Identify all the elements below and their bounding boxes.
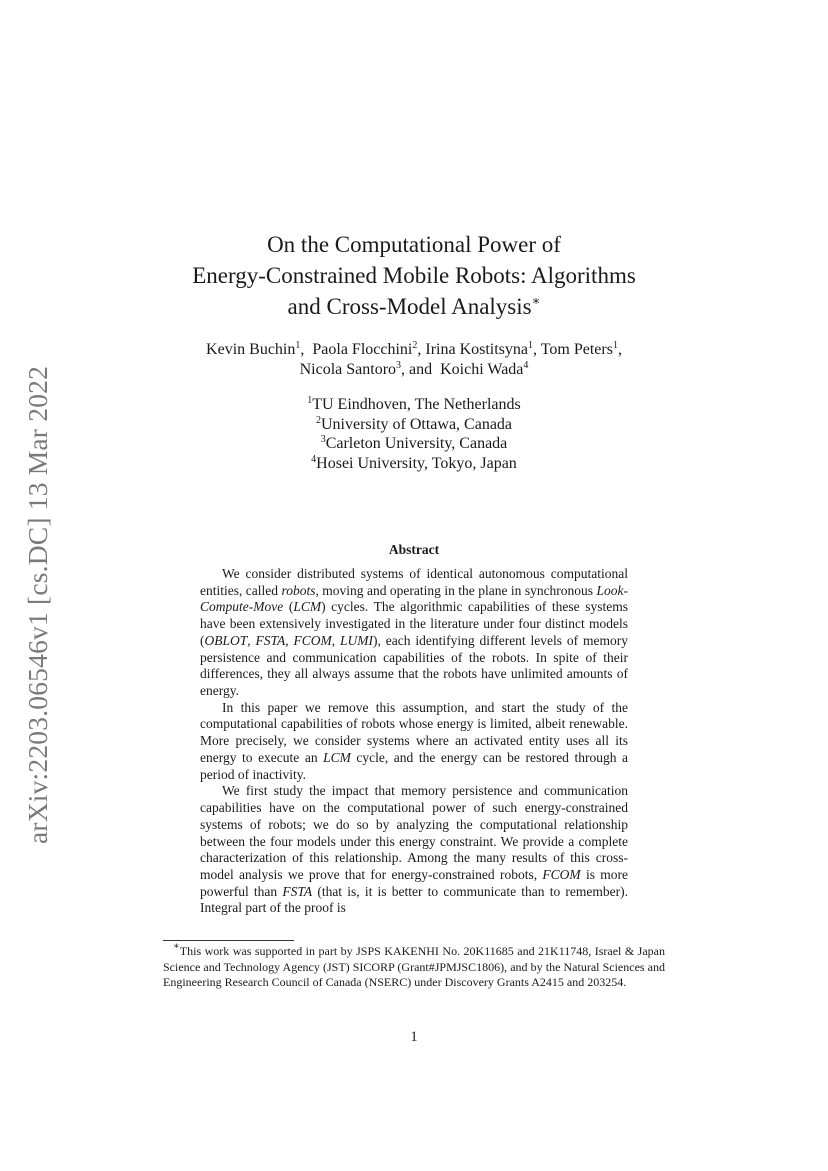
abstract-paragraph-3: We first study the impact that memory persistence and communication capabilities have on the computational power of such energy-constrained systems of robots; we do so by analyzing the computational relationship between the four models under this energy constraint. We provide a complete characterization of this relationship. Among the many results of this cross-model analysis we prove that for energy-constrained robots, FCOM is more powerful than FSTA (that is, it is better to communicate than to remember). Integral part of the proof is bbox=[200, 783, 628, 916]
footnote-mark: ∗ bbox=[173, 941, 180, 952]
abstract-heading: Abstract bbox=[388, 542, 440, 557]
author-line-2: Nicola Santoro$^3$, and Koichi Wada$^4$ bbox=[299, 359, 529, 378]
affiliation: $^2$University of Ottawa, Canada bbox=[315, 414, 513, 433]
paper-title bbox=[150, 229, 678, 322]
abstract-body bbox=[200, 566, 628, 917]
arxiv-identifier: arXiv:2203.06546v1 [cs.DC] 13 Mar 2022 bbox=[22, 365, 53, 845]
page-number: 1 bbox=[410, 1029, 418, 1045]
affiliation: $^3$Carleton University, Canada bbox=[320, 434, 508, 452]
author: Irina Kostitsyna$^1$ bbox=[425, 340, 534, 358]
author: Tom Peters$^1$ bbox=[540, 340, 618, 358]
affiliation: $^4$Hosei University, Tokyo, Japan bbox=[311, 453, 517, 472]
author: Koichi Wada$^4$ bbox=[440, 359, 529, 378]
abstract-paragraph-2: In this paper we remove this assumption, and start the study of the computational capabilities of robots whose energy is limited, albeit renewable. More precisely, we consider systems where an activated entity uses all its energy to execute an LCM cycle, and the energy can be restored through a period of inactivity. bbox=[200, 699, 628, 782]
title-footnote-mark: ∗ bbox=[531, 293, 541, 308]
footnote-rule bbox=[163, 940, 294, 941]
footnote bbox=[163, 941, 665, 991]
affiliation: $^1$TU Eindhoven, The Netherlands bbox=[307, 395, 521, 413]
abstract-paragraph-1: We consider distributed systems of identical autonomous computational entities, called robots, moving and operating in the plane in synchronous Look-Compute-Move (LCM) cycles. The algorithmic capabilities of these systems have been extensively investigated in the literature under four distinct models (OBLOT, FSTA, FCOM, LUMI), each identifying different levels of memory persistence and communication capabilities of the robots. In spite of their differences, they all always assume that the robots have unlimited amounts of energy. bbox=[200, 566, 629, 699]
title-line-1: On the Computational Power of bbox=[267, 232, 561, 257]
footnote-text: This work was supported in part by JSPS KAKENHI No. 20K11685 and 21K11748, Israel & Japan Science and Technology Agency (JST) SICORP (Grant#JPMJSC1806), and by the Natural Sciences and Engineering Research Council of Canada (NSERC) under Discovery Grants A2415 and 203254. bbox=[163, 944, 665, 989]
title-line-2: Energy-Constrained Mobile Robots: Algorithms bbox=[192, 263, 636, 288]
author: Paola Flocchini$^2$ bbox=[312, 340, 418, 358]
affiliation-list bbox=[150, 395, 678, 473]
author-list bbox=[150, 340, 678, 379]
author: Kevin Buchin$^1$ bbox=[206, 340, 301, 358]
arxiv-side-stamp bbox=[20, 360, 56, 850]
author: Nicola Santoro$^3$ bbox=[299, 359, 402, 378]
author-line-1: Kevin Buchin$^1$, Paola Flocchini$^2$, Irina Kostitsyna$^1$, Tom Peters$^1$, bbox=[206, 340, 622, 358]
title-line-3-text: and Cross-Model Analysis bbox=[287, 294, 532, 319]
title-line-3 bbox=[150, 291, 678, 322]
